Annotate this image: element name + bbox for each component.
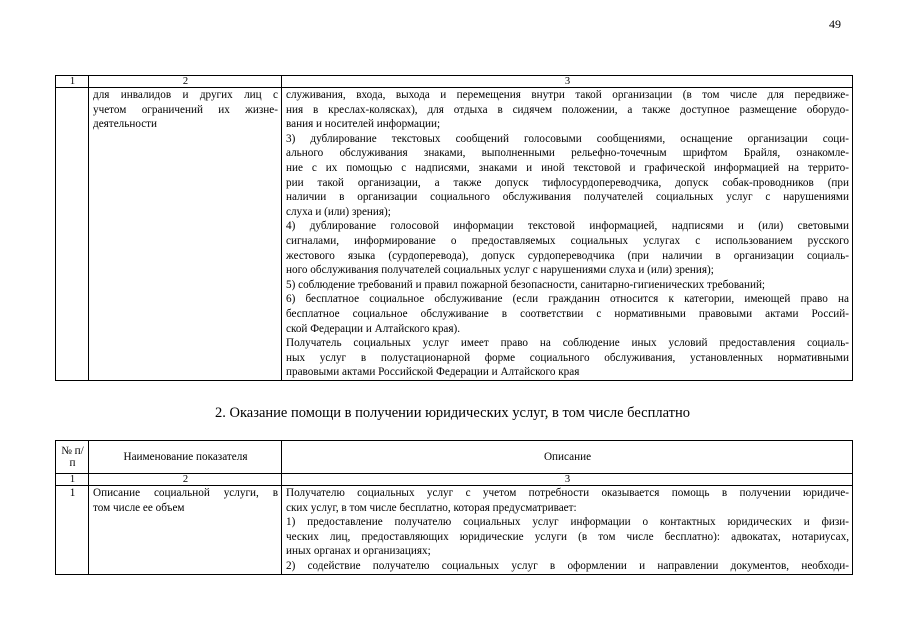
description-line: ской Федерации и Алтайского края).	[286, 322, 461, 335]
header-number: № п/п	[56, 441, 89, 474]
name-line: учетом ограничений их жизне-	[93, 103, 278, 116]
table-row	[56, 88, 853, 381]
description-line: жестового языка (сурдоперевода), допуск сурдопереводчика (при наличии в организации социаль-	[286, 249, 849, 262]
services-table-continued	[55, 75, 853, 381]
description-line: вания и носителей информации;	[286, 118, 441, 131]
page-number: 49	[829, 17, 841, 31]
header-description: Описание	[282, 441, 853, 474]
description-line: 2) содействие получателю социальных услуг в оформлении и направлении документов, необходи-	[286, 559, 849, 572]
column-number-3: 3	[282, 76, 853, 88]
column-number-2: 2	[89, 76, 282, 88]
name-line: том числе ее объем	[93, 501, 185, 514]
column-number-1: 1	[56, 76, 89, 88]
description-line: 3) дублирование текстовых сообщений голосовыми сообщениями, оснащение организации соци-	[286, 132, 849, 145]
description-cell	[282, 486, 853, 575]
column-number-1: 1	[56, 474, 89, 486]
header-indicator-name: Наименование показателя	[89, 441, 282, 474]
name-line: Описание социальной услуги, в	[93, 487, 278, 499]
description-line: 4) дублирование голосовой информации текстовой информацией, надписями и (или) световыми	[286, 220, 849, 233]
description-line: наличии в организации социального обслуживания получателей социальных услуг с нарушениями	[286, 191, 849, 204]
column-number-row	[56, 76, 853, 88]
description-cell	[282, 88, 853, 381]
description-line: Получателю социальных услуг с учетом потребности оказывается помощь в получении юридиче-	[286, 487, 849, 499]
description-line: служивания, входа, выхода и перемещения внутри такой организации (в том числе для передвиже-	[286, 89, 849, 101]
row-number-cell	[56, 88, 89, 381]
description-line: 6) бесплатное социальное обслуживание (если гражданин относится к категории, имеющей право на	[286, 293, 849, 306]
description-line: ние с их помощью с надписями, знаками и иной текстовой и графической информацией на террито-	[286, 161, 849, 174]
name-line: деятельности	[93, 118, 158, 131]
description-line: ных услуг в полустационарной форме социального обслуживания, установленных нормативными	[286, 351, 849, 364]
column-number-row	[56, 474, 853, 486]
description-line: слуха и (или) зрения);	[286, 205, 391, 218]
description-line: иных органах и организациях;	[286, 545, 431, 558]
description-line: ческих лиц, предоставляющих юридические услуги (в том числе бесплатно): адвокатах, нотариусах,	[286, 530, 849, 543]
table-row	[56, 486, 853, 575]
description-line: сигналами, информирование о предоставляемых социальных услугах с использованием русского	[286, 234, 849, 247]
table-header-row	[56, 441, 853, 474]
column-number-2: 2	[89, 474, 282, 486]
row-number-cell: 1	[56, 486, 89, 575]
description-line: бесплатное социальное обслуживание в соответствии с нормативными правовыми актами Россий-	[286, 307, 849, 320]
description-line: правовыми актами Российской Федерации и Алтайского края	[286, 366, 580, 379]
indicator-name-cell	[89, 486, 282, 575]
description-line: 1) предоставление получателю социальных услуг информации о контактных юридических и физи-	[286, 516, 849, 529]
description-line: ния в креслах-колясках), для отдыха в сидячем положении, а также доступное размещение оборудо-	[286, 103, 849, 116]
section-title: 2. Оказание помощи в получении юридических услуг, в том числе бесплатно	[214, 405, 690, 421]
description-line: 5) соблюдение требований и правил пожарной безопасности, санитарно-гигиенических требований;	[286, 278, 766, 291]
description-line: ного обслуживания получателей социальных услуг с нарушениями слуха и (или) зрения);	[286, 264, 714, 277]
column-number-3: 3	[282, 474, 853, 486]
description-line: рии такой организации, а также допуск тифлосурдопереводчика, допуск собак-проводников (при	[286, 176, 849, 189]
description-line: ских услуг, в том числе бесплатно, которая предусматривает:	[286, 501, 577, 514]
description-line: ального обслуживания знаками, выполненными рельефно-точечным шрифтом Брайля, ознакомле-	[286, 147, 849, 160]
legal-services-table	[55, 440, 853, 575]
name-line: для инвалидов и других лиц с	[93, 89, 278, 101]
description-line: Получатель социальных услуг имеет право на соблюдение иных условий предоставления социаль-	[286, 337, 849, 350]
indicator-name-cell	[89, 88, 282, 381]
